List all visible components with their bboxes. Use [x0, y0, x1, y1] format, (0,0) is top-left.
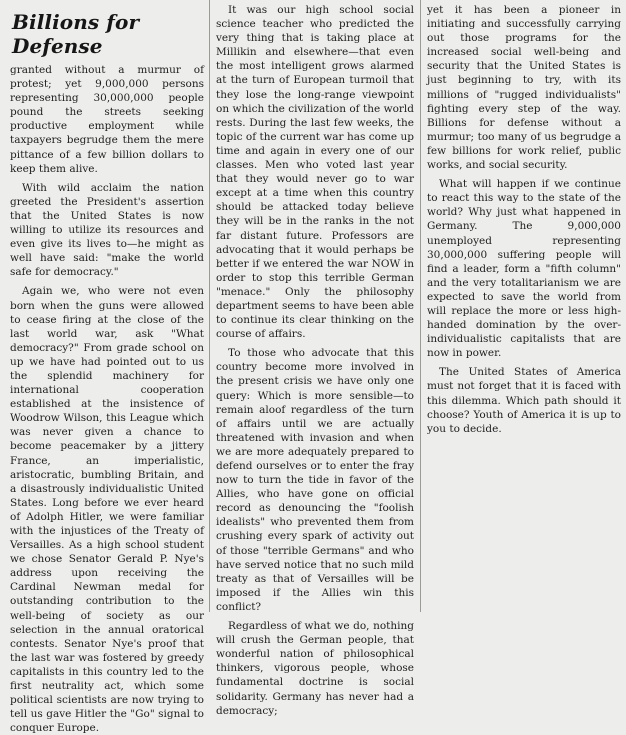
column-rule — [209, 0, 210, 612]
article-paragraph: granted without a murmur of protest; yet 9,000,000 persons representing 30,000,000 people pound the streets seeking productive employment while taxpayers begrudge them the mere pittance of a few billion dollars to keep them alive. — [10, 64, 204, 175]
article-paragraph: What will happen if we continue to react this way to the state of the world? Why just what happened in Germany. The 9,000,000 unemployed representing 30,000,000 suffering people will find a leader, form a "fifth column" and the very totalitarianism we are expected to save the world from will replace the more or less high-handed domination by the over-individualistic capitalists that are now in power. — [427, 178, 621, 360]
article-paragraph: It was our high school social science teacher who predicted the very thing that is taking place at Millikin and elsewhere—that even the most intelligent grows alarmed at the turn of European turmoil that they lose the long-range viewpoint on which the civilization of the world rests. During the last few weeks, the topic of the current war has come up time and again in every one of our classes. Men who voted last year that they would never go to war except at a time when this country should be attacked today believe they will be in the ranks in the not far distant future. Professors are advocating that it would perhaps be better if we entered the war NOW in order to stop this terrible German "menace." Only the philosophy department seems to have been able to continue its clear thinking on the course of affairs. — [216, 4, 414, 341]
article-column-3 — [427, 0, 621, 436]
article-paragraph: Regardless of what we do, nothing will crush the German people, that wonderful nation of philosophical thinkers, vigorous people, whose fundamental doctrine is social solidarity. Germany has never had a democracy; — [216, 620, 414, 717]
article-paragraph: To those who advocate that this country become more involved in the present crisis we have only one query: Which is more sensible—to remain aloof regardless of the turn of affairs until we are actually threatened with invasion and when we are more adequately prepared to defend ourselves or to enter the fray now to turn the tide in favor of the Allies, who have gone on official record as denouncing the "foolish idealists" who prevented them from crushing every spark of activity out of those "terrible Germans" and who have served notice that no such mild treaty as that of Versailles will be imposed if the Allies win this conflict? — [216, 347, 414, 613]
article-column-2 — [216, 0, 414, 718]
column-rule — [420, 0, 421, 612]
article-paragraph: With wild acclaim the nation greeted the President's assertion that the United States is now willing to utilize its resources and even give its lives to—he might as well have said: "make the world safe for democracy." — [10, 181, 204, 279]
article-column-1 — [10, 0, 204, 735]
article-headline: Billions for Defense — [12, 10, 140, 58]
article-paragraph: yet it has been a pioneer in initiating and successfully carrying out those programs for the increased social well-being and security that the United States is just beginning to try, with its millions of "rugged individualists" fighting every step of the way. Billions for defense without a murmur; too many of us begrudge a few billions for work relief, public works, and social security. — [427, 4, 621, 172]
article-paragraph: The United States of America must not forget that it is faced with this dilemma. Which path should it choose? Youth of America it is up to you to decide. — [427, 366, 621, 435]
article-paragraph: Again we, who were not even born when the guns were allowed to cease firing at the close of the last world war, ask "What democracy?" From grade school on up we have had pointed out to us the splendid machinery for international cooperation established at the insistence of Woodrow Wilson, this League which was never given a chance to become peacemaker by a jittery France, an imperialistic, aristocratic, bumbling Britain, and a disastrously individualistic United States. Long before we ever heard of Adolph Hitler, we were familiar with the injustices of the Treaty of Versailles. As a high school student we chose Senator Gerald P. Nye's address upon receiving the Cardinal Newman medal for outstanding contribution to the well-being of society as our selection in the annual oratorical contests. Senator Nye's proof that the last war was fostered by greedy capitalists in this country led to the first neutrality act, which some political scientists are now trying to tell us gave Hitler the "Go" signal to conquer Europe. — [10, 285, 204, 735]
